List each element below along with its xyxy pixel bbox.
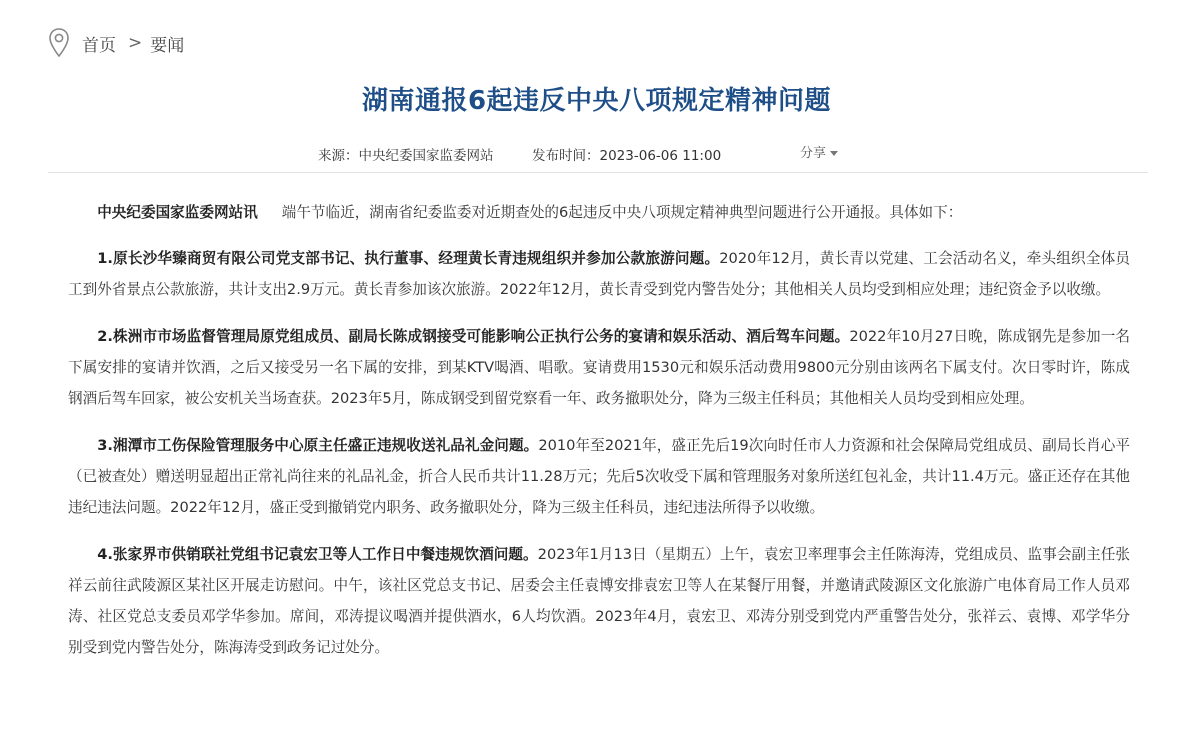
case-heading: 1.原长沙华臻商贸有限公司党支部书记、执行董事、经理黄长青违规组织并参加公款旅游问题。: [97, 250, 720, 267]
breadcrumb-home-link[interactable]: 首页: [82, 35, 116, 56]
article-body: [68, 197, 1130, 679]
case-body: 2010年至2021年，盛正先后19次向时任市人力资源和社会保障局党组成员、副局长肖心平（已被查处）赠送明显超出正常礼尚往来的礼品礼金，折合人民币共计11.28万元；先后5次收受下属和管理服务对象所送红包礼金，共计11.4万元。盛正还存在其他违纪违法问题。2022年12月，盛正受到撤销党内职务、政务撤职处分，降为三级主任科员，违纪违法所得予以收缴。: [68, 437, 1130, 516]
header-divider: [48, 172, 1148, 173]
article-publish-time: [532, 144, 721, 164]
case-paragraph: [68, 430, 1130, 523]
time-label: 发布时间：: [532, 148, 600, 164]
article-title: 湖南通报6起违反中央八项规定精神问题: [361, 86, 832, 116]
case-body: 2020年12月，黄长青以党建、工会活动名义，牵头组织全体员工到外省景点公款旅游，共计支出2.9万元。黄长青参加该次旅游。2022年12月，黄长青受到党内警告处分；其他相关人员均受到相应处理；违纪资金予以收缴。: [68, 250, 1131, 298]
breadcrumb-current-link[interactable]: 要闻: [150, 35, 185, 56]
article-source: [318, 144, 494, 164]
lead-text: 端午节临近，湖南省纪委监委对近期查处的6起违反中央八项规定精神典型问题进行公开通报。具体如下：: [281, 204, 963, 221]
source-label: 来源：: [318, 148, 359, 164]
share-label: 分享: [800, 146, 827, 161]
share-button[interactable]: [800, 142, 838, 161]
case-body: 2023年1月13日（星期五）上午，袁宏卫率理事会主任陈海涛，党组成员、监事会副主任张祥云前往武陵源区某社区开展走访慰问。中午，该社区党总支书记、居委会主任袁博安排袁宏卫等人在某餐厅用餐，并邀请武陵源区文化旅游广电体育局工作人员邓涛、社区党总支委员邓学华参加。席间，邓涛提议喝酒并提供酒水，6人均饮酒。2023年4月，袁宏卫、邓涛分别受到党内严重警告处分，张祥云、袁博、邓学华分别受到党内警告处分，陈海涛受到政务记过处分。: [68, 546, 1131, 656]
source-value: 中央纪委国家监委网站: [358, 148, 494, 164]
article-meta: [0, 142, 1193, 164]
lead-source-bold: 中央纪委国家监委网站讯: [97, 204, 258, 221]
case-paragraph: [68, 321, 1130, 414]
case-heading: 2.株洲市市场监督管理局原党组成员、副局长陈成钢接受可能影响公正执行公务的宴请和娱乐活动、酒后驾车问题。: [97, 328, 850, 345]
lead-paragraph: [68, 197, 1130, 228]
case-paragraph: [68, 243, 1130, 305]
case-heading: 3.湘潭市工伤保险管理服务中心原主任盛正违规收送礼品礼金问题。: [97, 437, 539, 454]
breadcrumb-separator: >: [128, 33, 143, 53]
case-heading: 4.张家界市供销联社党组书记袁宏卫等人工作日中餐违规饮酒问题。: [97, 546, 538, 563]
case-body: 2022年10月27日晚，陈成钢先是参加一名下属安排的宴请并饮酒，之后又接受另一名下属的安排，到某KTV喝酒、唱歌。宴请费用1530元和娱乐活动费用9800元分别由该两名下属支付。次日零时许，陈成钢酒后驾车回家，被公安机关当场查获。2023年5月，陈成钢受到留党察看一年、政务撤职处分，降为三级主任科员；其他相关人员均受到相应处理。: [68, 328, 1131, 407]
location-pin-icon: [48, 27, 70, 59]
chevron-down-icon: [830, 151, 838, 156]
time-value: 2023-06-06 11:00: [599, 148, 722, 164]
case-paragraph: [68, 539, 1130, 663]
breadcrumb: [48, 26, 184, 60]
